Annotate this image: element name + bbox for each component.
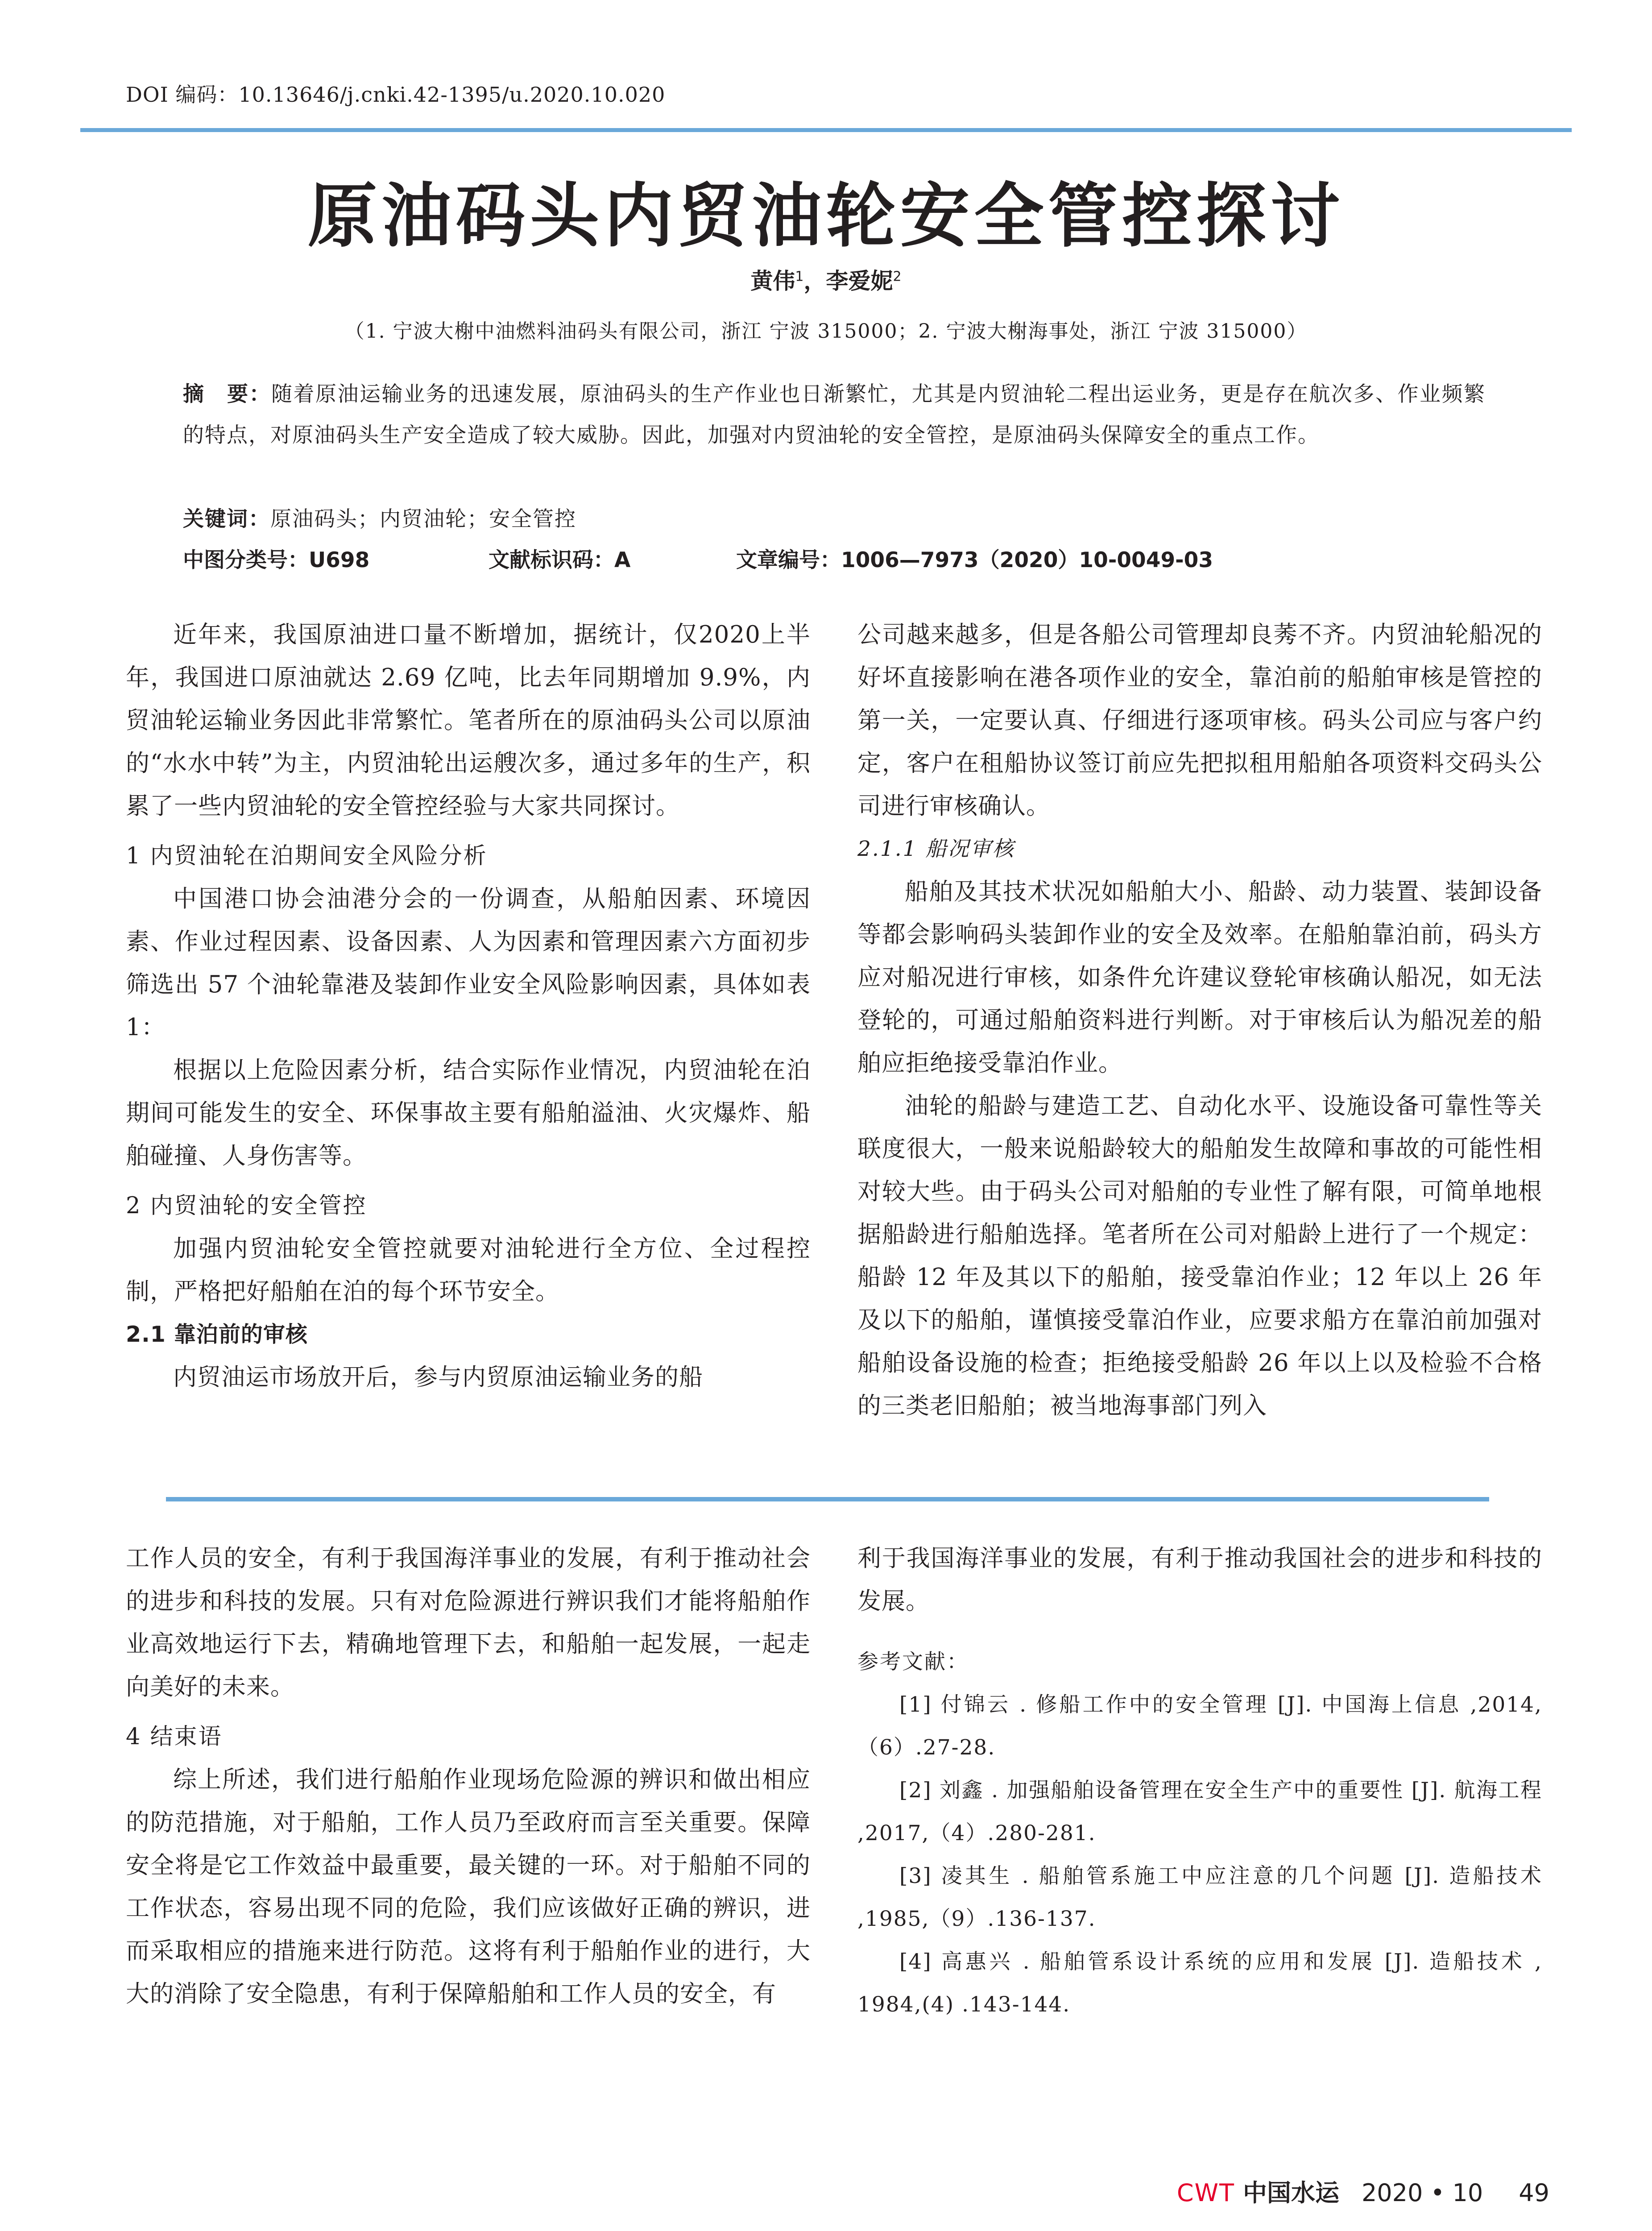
paragraph: 近年来，我国原油进口量不断增加，据统计，仅2020上半年，我国进口原油就达 2.69 亿吨，比去年同期增加 9.9%，内贸油轮运输业务因此非常繁忙。笔者所在的原油码头公司以原油的“水水中转”为主，内贸油轮出运艘次多，通过多年的生产，积累了一些内贸油轮的安全管控经验与大家共同探讨。 [126, 621, 811, 820]
section-heading: 1 内贸油轮在泊期间安全风险分析 [126, 843, 488, 869]
section-heading: 4 结束语 [126, 1724, 223, 1750]
journal-name: 中国水运 [1242, 2178, 1339, 2207]
reference-item: [1] 付锦云 . 修船工作中的安全管理 [J]. 中国海上信息 ,2014,（6）.27-28. [857, 1692, 1542, 1760]
article-number: 文章编号：1006—7973（2020）10-0049-03 [736, 548, 1213, 572]
paragraph: 内贸油运市场放开后，参与内贸原油运输业务的船 [173, 1364, 703, 1391]
subsection-heading: 2.1 靠泊前的审核 [126, 1322, 308, 1347]
clc-number: 中图分类号：U698 [183, 548, 370, 572]
page-footer [1177, 2174, 1549, 2208]
abstract [183, 374, 1486, 456]
paragraph: 公司越来越多，但是各船公司管理却良莠不齐。内贸油轮船况的好坏直接影响在港各项作业的安全，靠泊前的船舶审核是管控的第一关，一定要认真、仔细进行逐项审核。码头公司应与客户约定，客户在租船协议签订前应先把拟租用船舶各项资料交码头公司进行审核确认。 [857, 621, 1542, 820]
keywords-label: 关键词： [183, 507, 270, 531]
subsubsection-heading: 2.1.1 船况审核 [857, 837, 1015, 861]
paragraph: 船舶及其技术状况如船舶大小、船龄、动力装置、装卸设备等都会影响码头装卸作业的安全及效率。在船舶靠泊前，码头方应对船况进行审核，如条件允许建议登轮审核确认船况，如无法登轮的，可通过船舶资料进行判断。对于审核后认为船况差的船舶应拒绝接受靠泊作业。 [857, 878, 1542, 1077]
reference-item: [4] 高惠兴 . 船舶管系设计系统的应用和发展 [J]. 造船技术 , 1984,(4) .143-144. [857, 1949, 1542, 2017]
abstract-text: 随着原油运输业务的迅速发展，原油码头的生产作业也日渐繁忙，尤其是内贸油轮二程出运业务，更是存在航次多、作业频繁的特点，对原油码头生产安全造成了较大威胁。因此，加强对内贸油轮的安全管控，是原油码头保障安全的重点工作。 [183, 382, 1486, 448]
paragraph: 加强内贸油轮安全管控就要对油轮进行全方位、全过程控制，严格把好船舶在泊的每个环节安全。 [126, 1235, 811, 1305]
paragraph: 中国港口协会油港分会的一份调查，从船舶因素、环境因素、作业过程因素、设备因素、人为因素和管理因素六方面初步筛选出 57 个油轮靠港及装卸作业安全风险影响因素，具体如表 1： [126, 885, 811, 1041]
issue-number: 2020 • 10 [1361, 2179, 1483, 2207]
article-title: 原油码头内贸油轮安全管控探讨 [307, 175, 1345, 257]
abstract-label: 摘 要： [183, 382, 271, 406]
keywords-text: 原油码头；内贸油轮；安全管控 [270, 507, 576, 531]
author-affil-mark: 1 [795, 269, 804, 285]
section-divider [166, 1497, 1489, 1501]
reference-item: [2] 刘鑫 . 加强船舶设备管理在安全生产中的重要性 [J]. 航海工程 ,2017,（4）.280-281. [857, 1778, 1542, 1845]
doi-line: DOI 编码：10.13646/j.cnki.42-1395/u.2020.10.020 [126, 83, 666, 107]
references-heading: 参考文献： [857, 1650, 969, 1674]
body-column-lower-left [126, 1537, 811, 2015]
body-column-upper-right [857, 614, 1542, 1427]
paragraph: 工作人员的安全，有利于我国海洋事业的发展，有利于推动社会的进步和科技的发展。只有对危险源进行辨识我们才能将船舶作业高效地运行下去，精确地管理下去，和船舶一起发展，一起走向美好的未来。 [126, 1545, 811, 1700]
author-affil-mark: 2 [893, 269, 902, 285]
author-separator: ， [803, 268, 826, 294]
author-name: 黄伟 [750, 268, 795, 294]
affiliation-line: （1. 宁波大榭中油燃料油码头有限公司，浙江 宁波 315000；2. 宁波大榭海事处，浙江 宁波 315000） [344, 320, 1308, 343]
header-divider [80, 128, 1572, 132]
paragraph: 综上所述，我们进行船舶作业现场危险源的辨识和做出相应的防范措施，对于船舶，工作人员乃至政府而言至关重要。保障安全将是它工作效益中最重要，最关键的一环。对于船舶不同的工作状态，容易出现不同的危险，我们应该做好正确的辨识，进而采取相应的措施来进行防范。这将有利于船舶作业的进行，大大的消除了安全隐患，有利于保障船舶和工作人员的安全，有 [126, 1766, 811, 2007]
keywords [183, 499, 1486, 540]
author-name: 李爱妮 [826, 268, 893, 294]
author-line [0, 263, 1652, 295]
paragraph: 利于我国海洋事业的发展，有利于推动我国社会的进步和科技的发展。 [857, 1545, 1542, 1615]
reference-item: [3] 凌其生 . 船舶管系施工中应注意的几个问题 [J]. 造船技术 ,1985,（9）.136-137. [857, 1864, 1542, 1931]
document-code: 文献标识码：A [489, 548, 631, 572]
section-heading: 2 内贸油轮的安全管控 [126, 1193, 367, 1219]
journal-brand-logo: CWT [1176, 2179, 1235, 2207]
paragraph: 油轮的船龄与建造工艺、自动化水平、设施设备可靠性等关联度很大，一般来说船龄较大的船舶发生故障和事故的可能性相对较大些。由于码头公司对船舶的专业性了解有限，可简单地根据船龄进行船舶选择。笔者所在公司对船龄上进行了一个规定：船龄 12 年及其以下的船舶，接受靠泊作业；12 年以上 26 年及以下的船舶，谨慎接受靠泊作业，应要求船方在靠泊前加强对船舶设备设施的检查；拒绝接受船龄 26 年以上以及检验不合格的三类老旧船舶；被当地海事部门列入 [857, 1092, 1542, 1419]
body-column-lower-right [857, 1537, 1542, 2026]
paragraph: 根据以上危险因素分析，结合实际作业情况，内贸油轮在泊期间可能发生的安全、环保事故主要有船舶溢油、火灾爆炸、船舶碰撞、人身伤害等。 [126, 1057, 811, 1169]
page-number: 49 [1519, 2179, 1549, 2207]
body-column-upper-left [126, 614, 811, 1399]
